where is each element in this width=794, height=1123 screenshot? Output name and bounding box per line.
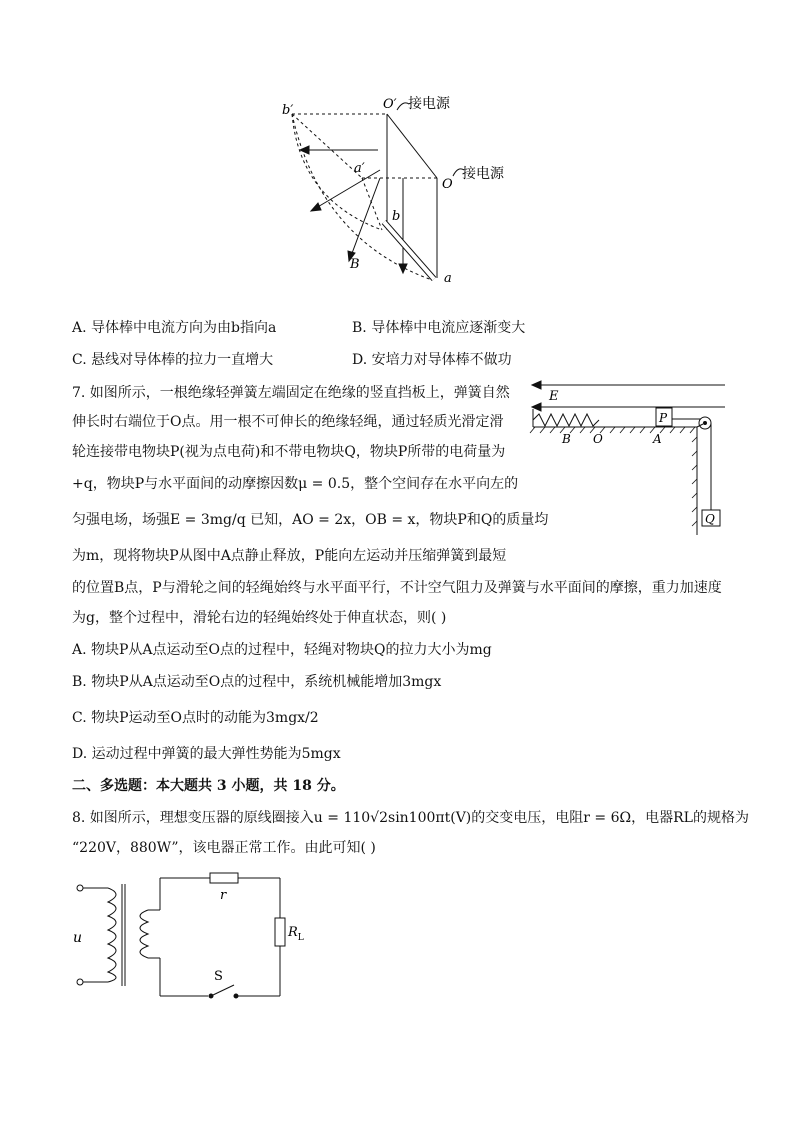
q7-line-3: 轮连接带电物块P(视为点电荷)和不带电物块Q，物块P所带的电荷量为 — [72, 444, 506, 460]
label-fig-B: B — [562, 432, 571, 446]
q7-line-5: 匀强电场，场强E = 3mg/q 已知，AO = 2x，OB = x，物块P和Q的质量均 — [72, 512, 549, 528]
q6-option-c: C. 悬线对导体棒的拉力一直增大 — [72, 352, 274, 368]
label-o-prime: O′ — [383, 97, 397, 112]
section-heading: 二、多选题：本大题共 3 小题，共 18 分。 — [72, 778, 345, 794]
q7-line-1: 7. 如图所示，一根绝缘轻弹簧左端固定在绝缘的竖直挡板上，弹簧自然 — [72, 385, 510, 401]
q8-line-2: “220V，880W”，该电器正常工作。由此可知( ) — [72, 840, 376, 856]
q6-option-a: A. 导体棒中电流方向为由b指向a — [72, 320, 277, 336]
q7-line-6: 为m，现将物块P从图中A点静止释放，P能向左运动并压缩弹簧到最短 — [72, 548, 507, 564]
label-Q: Q — [705, 512, 715, 526]
q7-line-4: +q，物块P与水平面间的动摩擦因数μ = 0.5，整个空间存在水平向左的 — [72, 476, 519, 492]
q7-figure — [525, 375, 765, 545]
label-r: r — [220, 888, 227, 903]
q7-option-b: B. 物块P从A点运动至O点的过程中，系统机械能增加3mgx — [72, 674, 442, 690]
label-o: O — [442, 177, 453, 192]
q7-option-a: A. 物块P从A点运动至O点的过程中，轻绳对物块Q的拉力大小为mg — [72, 642, 492, 658]
q7-line-8: 为g，整个过程中，滑轮右边的轻绳始终处于伸直状态，则( ) — [72, 610, 447, 626]
q7-line-7: 的位置B点，P与滑轮之间的轻绳始终与水平面平行，不计空气阻力及弹簧与水平面间的摩擦，重力加速度 — [72, 580, 722, 596]
label-P: P — [659, 411, 668, 425]
label-u: u — [73, 930, 83, 946]
label-a-prime: a′ — [354, 161, 365, 176]
label-b-prime: b′ — [282, 103, 294, 118]
label-power-1: 接电源 — [408, 96, 450, 112]
label-RL: $R_L$ — [288, 925, 304, 943]
q8-circuit-figure — [68, 870, 308, 1010]
label-a: a — [444, 271, 452, 286]
label-fig-A: A — [653, 432, 662, 446]
label-fig-O: O — [593, 432, 603, 446]
q6-option-b: B. 导体棒中电流应逐渐变大 — [352, 320, 526, 336]
label-E: E — [549, 389, 559, 404]
q6-option-d: D. 安培力对导体棒不做功 — [352, 352, 512, 368]
label-b: b — [392, 209, 401, 224]
label-power-2: 接电源 — [462, 166, 504, 182]
q7-line-2: 伸长时右端位于O点。用一根不可伸长的绝缘轻绳，通过轻质光滑定滑 — [72, 414, 504, 430]
label-B: B — [350, 257, 360, 272]
q7-option-d: D. 运动过程中弹簧的最大弹性势能为5mgx — [72, 746, 341, 762]
q7-option-c: C. 物块P运动至O点时的动能为3mgx/2 — [72, 710, 319, 726]
q8-line-1: 8. 如图所示，理想变压器的原线圈接入u = 110√2sin100πt(V)的交变电压，电阻r = 6Ω，电器RL的规格为 — [72, 810, 749, 826]
label-S: S — [214, 969, 223, 984]
